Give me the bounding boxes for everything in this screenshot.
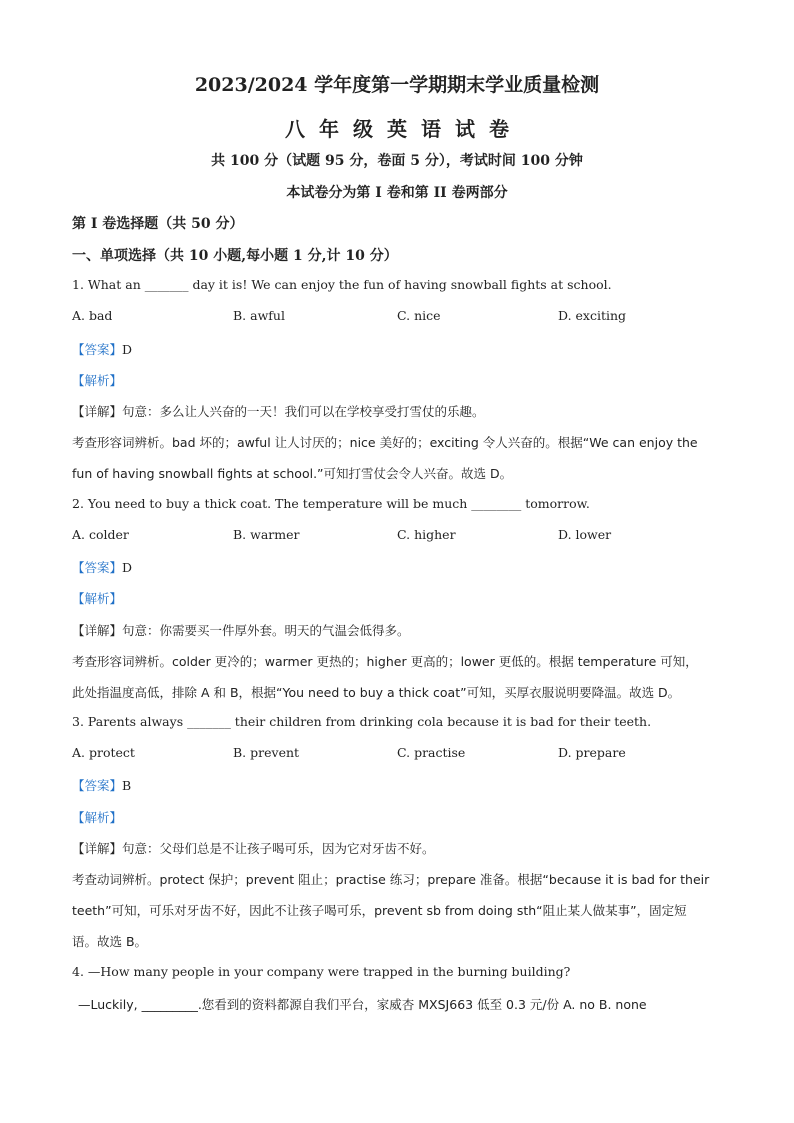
q3-option-b: B. prevent [233,745,300,760]
q1-option-c: C. nice [397,308,441,323]
q2-option-a: A. colder [72,527,129,542]
q2-detail-line [72,621,410,639]
q3-option-d: D. prepare [558,745,626,760]
q3-analysis-line [72,808,122,826]
detail-label: 【详解】 [72,623,123,638]
q2-answer-line [72,558,132,576]
answer-label: 【答案】 [72,342,123,357]
q3-explain-2: teeth”可知，可乐对牙齿不好，因此不让孩子喝可乐，prevent sb from doing sth“阻止某人做某事”，固定短 [72,903,687,918]
q3-explain-1: 考查动词辨析。protect 保护；prevent 阻止；practise 练习；prepare 准备。根据“because it is bad for their [72,872,710,887]
q2-explain-2: 此处指温度高低，排除 A 和 B，根据“You need to buy a thick coat”可知，买厚衣服说明要降温。故选 D。 [72,685,681,700]
q1-option-a: A. bad [72,308,113,323]
q3-answer: B [122,778,132,793]
q4-reply: —Luckily, _________.您看到的资料都源自我们平台，家威杏 MXSJ663 低至 0.3 元/份 A. no B. none [78,997,647,1012]
q3-answer-line [72,776,131,794]
q1-detail: 句意：多么让人兴奋的一天！我们可以在学校享受打雪仗的乐趣。 [122,404,485,419]
q1-explain-2: fun of having snowball fights at school.”可知打雪仗会令人兴奋。故选 D。 [72,466,513,481]
q1-option-d: D. exciting [558,308,627,323]
detail-label: 【详解】 [72,404,123,419]
q2-option-b: B. warmer [233,527,300,542]
q3-detail-line [72,839,435,857]
detail-label: 【详解】 [72,841,123,856]
q1-stem: 1. What an _______ day it is! We can enjoy the fun of having snowball fights at school. [72,277,612,292]
q3-stem: 3. Parents always _______ their children from drinking cola because it is bad for their teeth. [72,714,652,729]
q2-option-d: D. lower [558,527,612,542]
q2-stem: 2. You need to buy a thick coat. The temperature will be much ________ tomorrow. [72,496,590,511]
section-heading: 一、单项选择（共 10 小题,每小题 1 分,计 10 分） [72,248,398,264]
q1-option-b: B. awful [233,308,285,323]
q1-analysis-line [72,371,122,389]
analysis-label: 【解析】 [72,373,123,388]
analysis-label: 【解析】 [72,810,123,825]
q3-explain-3: 语。故选 B。 [72,934,148,949]
answer-label: 【答案】 [72,778,123,793]
exam-title: 2023/2024 学年度第一学期期末学业质量检测 [194,74,600,96]
q3-option-a: A. protect [72,745,135,760]
q1-answer-line [72,340,132,358]
q2-analysis-line [72,589,122,607]
q1-detail-line [72,402,485,420]
q1-explain-1: 考查形容词辨析。bad 坏的；awful 让人讨厌的；nice 美好的；exciting 令人兴奋的。根据“We can enjoy the [72,435,698,450]
q2-option-c: C. higher [397,527,456,542]
answer-label: 【答案】 [72,560,123,575]
q2-detail: 句意：你需要买一件厚外套。明天的气温会低得多。 [122,623,410,638]
parts-info: 本试卷分为第 I 卷和第 II 卷两部分 [286,185,508,201]
q1-answer: D [122,342,133,357]
exam-subtitle: 八年级英语试卷 [285,117,523,141]
q3-detail: 句意：父母们总是不让孩子喝可乐，因为它对牙齿不好。 [122,841,435,856]
q4-stem: 4. —How many people in your company were trapped in the burning building? [72,964,571,979]
score-info: 共 100 分（试题 95 分，卷面 5 分），考试时间 100 分钟 [211,153,583,169]
analysis-label: 【解析】 [72,591,123,606]
q3-option-c: C. practise [397,745,466,760]
part1-heading: 第 I 卷选择题（共 50 分） [72,216,244,232]
q2-explain-1: 考查形容词辨析。colder 更冷的；warmer 更热的；higher 更高的；lower 更低的。根据 temperature 可知， [72,654,698,669]
q2-answer: D [122,560,133,575]
